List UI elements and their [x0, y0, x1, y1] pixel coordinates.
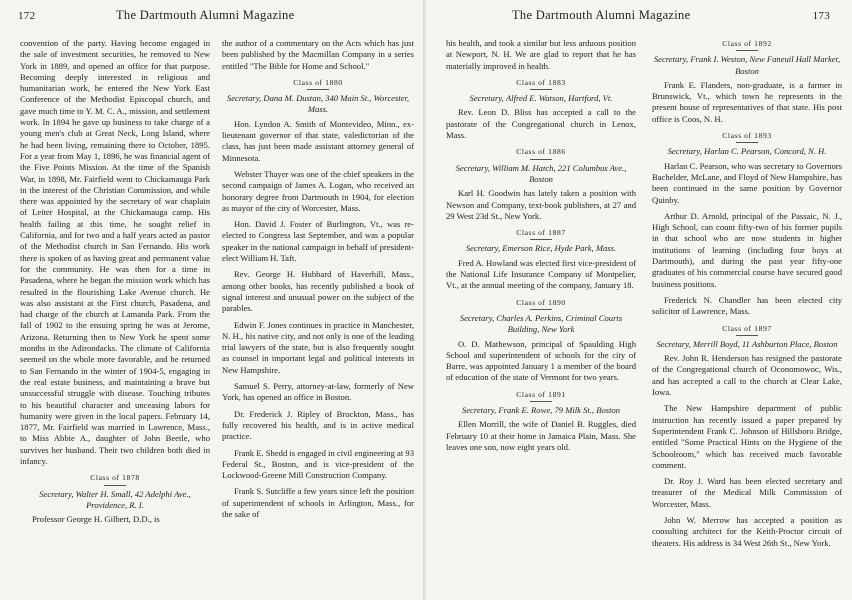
divider [530, 401, 552, 402]
paragraph: Hon. David J. Foster of Burlington, Vt., was re-elected to Congress last September, and was a popular speaker in the national campaign in behalf of president-elect William H. Taft. [222, 219, 414, 264]
paragraph: Professor George H. Gilbert, D.D., is [32, 514, 160, 525]
secretary-label: Secretary, [455, 162, 490, 173]
left-page-header [0, 8, 424, 28]
secretary-text: Alfred E. Watson, Hartford, Vt. [505, 93, 613, 104]
secretary-label: Secretary, [461, 405, 497, 416]
right-column-2 [652, 38, 842, 554]
paragraph: Dr. Frederick J. Ripley of Brockton, Mass., has fully recovered his health, and is in active medical practice. [222, 408, 414, 442]
class-heading: Class of 1891 [516, 389, 566, 399]
paragraph: the author of a commentary on the Acts which has just been published by the Macmillan Company in a series entitled "The Bible for Home and School." [222, 38, 414, 71]
divider [307, 89, 329, 90]
paragraph: O. D. Mathewson, principal of Spaulding High School and superintendent of schools for the city of Barre, was appointed January 1 a member of the board of education of the state of Vermont for two years. [446, 338, 636, 383]
left-column-1 [20, 38, 210, 530]
class-heading: Class of 1878 [90, 473, 140, 483]
divider [736, 335, 758, 336]
paragraph: John W. Merrow has accepted a position as consulting architect for the Keith-Proctor circuit of theaters. His address is 34 West 26th St., New York. [652, 514, 842, 548]
secretary-label: Secretary, [226, 93, 262, 104]
class-heading: Class of 1890 [516, 297, 566, 307]
paragraph: Arthur D. Arnold, principal of the Passaic, N. J., High School, can count fifty-two of his former pupils in that school who are now students in higher institutions of learning (including four boys at Dartmouth), and during the past year fifty-one graduates of his commercial course have secured good business positions. [652, 210, 842, 289]
divider [104, 485, 126, 486]
right-page-header [426, 8, 852, 28]
running-title: The Dartmouth Alumni Magazine [116, 8, 295, 22]
page-number: 173 [812, 10, 830, 22]
secretary-label: Secretary, [469, 93, 504, 104]
paragraph: his health, and took a similar but less arduous position at Newport, N. H. We are glad to report that he has materially improved in health. [446, 38, 636, 71]
secretary-text: Frank I. Weston, New Faneuil Hall Market, Boston [690, 54, 841, 76]
paragraph: Rev. John R. Henderson has resigned the pastorate of the Congregational church of Oconomowoc, Wis., and has accepted a call to the church at Clear Lake, Iowa. [652, 353, 842, 398]
divider [530, 159, 552, 160]
secretary-label: Secretary, [39, 488, 74, 499]
secretary-text: Emerson Rice, Hyde Park, Mass. [502, 243, 617, 254]
paragraph: Frederick N. Chandler has been elected city solicitor of Lawrence, Mass. [652, 294, 842, 317]
paragraph: Hon. Lyndon A. Smith of Montevideo, Minn., ex-lieutenant governor of that state, valedictorian of the class, has just been made assistant attorney general of Minnesota. [222, 118, 414, 163]
secretary-text: Charles A. Perkins, Criminal Courts Building, New York [496, 312, 623, 335]
secretary-line [446, 405, 636, 416]
secretary-text: Harlan C. Pearson, Concord, N. H. [704, 146, 827, 157]
class-heading: Class of 1897 [722, 323, 772, 333]
secretary-text: William M. Hatch, 221 Columbus Ave., Boston [492, 162, 627, 184]
divider [530, 309, 552, 310]
class-heading: Class of 1887 [516, 228, 566, 238]
paragraph: Frank E. Flanders, non-graduate, is a farmer in Brunswick, Vt., which town he represents in the present house of representatives of that state. His post office is Coos, N. H. [652, 79, 842, 124]
secretary-label: Secretary, [653, 54, 689, 65]
class-heading: Class of 1892 [722, 39, 772, 48]
paragraph: Fred A. Howland was elected first vice-president of the National Life Insurance Company of Montpelier, Vt., at the annual meeting of the company, January 18. [446, 257, 636, 291]
class-heading: Class of 1886 [516, 147, 566, 157]
class-heading: Class of 1880 [293, 77, 343, 87]
paragraph: Rev. George H. Hubbard of Haverhill, Mass., among other books, has recently published a book of signal interest and unusual power on the subject of the parables. [222, 269, 414, 314]
secretary-line [652, 54, 842, 77]
secretary-line [652, 339, 842, 350]
divider [736, 50, 758, 51]
secretary-label: Secretary, [656, 338, 691, 349]
paragraph: Ellen Morrill, the wife of Daniel B. Ruggles, died February 10 at their home in Jamaica Plain, Mass. She leaves one son, now eight years old. [446, 419, 636, 452]
secretary-line [446, 313, 636, 336]
left-page [0, 0, 424, 600]
secretary-label: Secretary, [465, 243, 501, 254]
secretary-label: Secretary, [459, 312, 495, 323]
paragraph: Rev. Leon D. Bliss has accepted a call to the pastorate of the Congregational church in Lenox, Mass. [446, 107, 636, 141]
right-column-1 [446, 38, 636, 458]
secretary-line [446, 243, 636, 254]
paragraph: Karl H. Goodwin has lately taken a position with Newson and Company, text-book publishers, at 27 and 29 West 23d St., New York. [446, 188, 636, 221]
class-heading: Class of 1883 [516, 77, 566, 87]
secretary-line [446, 163, 636, 186]
paragraph: Dr. Roy J. Ward has been elected secretary and treasurer of the Medical Milk Commission of Worcester, Mass. [652, 476, 842, 509]
page-number: 172 [18, 10, 36, 22]
secretary-text: Walter H. Small, 42 Adelphi Ave., Providence, R. I. [75, 488, 191, 510]
right-page [426, 0, 852, 600]
secretary-text: Dana M. Dustan, 340 Main St., Worcester, Mass. [263, 93, 410, 115]
divider [530, 89, 552, 90]
left-column-2 [222, 38, 414, 525]
secretary-line [20, 489, 210, 512]
secretary-line [652, 146, 842, 157]
secretary-line [446, 93, 636, 104]
divider [736, 142, 758, 143]
secretary-text: Merrill Boyd, 11 Ashburton Place, Boston [692, 338, 838, 349]
secretary-label: Secretary, [667, 146, 702, 157]
paragraph: Samuel S. Perry, attorney-at-law, formerly of New York, has opened an office in Boston. [222, 381, 414, 403]
paragraph: Harlan C. Pearson, who was secretary to Governors Bachelder, McLane, and Floyd of New Hampshire, has been continued in the same position by Governor Quinby. [652, 160, 842, 205]
paragraph: Frank S. Sutcliffe a few years since left the position of superintendent of schools in Arlington, Mass., for the sake of [222, 486, 414, 519]
divider [530, 239, 552, 240]
running-title: The Dartmouth Alumni Magazine [512, 8, 691, 22]
secretary-text: Frank E. Rowe, 79 Milk St., Boston [498, 405, 621, 416]
paragraph: The New Hampshire department of public instruction has recently issued a paper prepared by Superintendent Frank C. Johnson of Hillsboro Bridge, entitled "Some Practical Hints on the Hygiene of the Schoolroom," which has received much favorable comment. [652, 403, 842, 470]
class-heading: Class of 1893 [722, 131, 772, 141]
paragraph: convention of the party. Having become engaged in the sale of investment securities, he removed to New York in 1889, and opened an office for that purpose. Becoming deeply interested in religious and humanitarian work, he entered the New York East Conference of the Methodist Episcopal church, and gave much time to Y. M. C. A., mission, and settlement work. In 1894 he gave up business to take charge of a young men's club at Great Neck, Long Island, where he had been living, remaining there to October, 1895. For a year from May 1, 1896, he was financial agent of the Five Points Mission. At the time of the Spanish War, in 1898, Mr. Fairfield went to Chickamauga Park in the interest of the Christian Commission, and while there was appointed by the secretary of war chaplain of Leiter Hospital, at the Chickamauga camp. His health failing at this time, he sought relief in California, and for two and a half years acted as pastor of the Methodist church in San Fernando. His work there is spoken of as having great and permanent value for the community. He was then for a time in Pasadena, where he began the mission work which has resulted in the flourishing Lake Avenue church. He was also assistant at the First church, Pasadena, and had charge of the church at Lamanda Park. From the fall of 1902 to the ensuing spring he was at Jerome, Arizona. Returning then to New York he spent some months in the Adirondacks. The climate of California seemed on the whole more favorable, and he returned to San Fernando in the winter of 1904-5, engaging in the real estate business, and maintaining a brave but unsuccessful struggle with disease. Touching tributes to his beautiful character and unceasing labors for humanity were given in the local papers. February 14, 1877, Mr. Fairfield was married in Lawrence, Mass., to Miss Abbie A., daughter of John Beetle, who survives her husband. Their two children both died in infancy. [20, 38, 211, 466]
paragraph: Edwin F. Jones continues in practice in Manchester, N. H., his native city, and not only is one of the leading trial lawyers of the state, but is also frequently sought as counsel in important legal and political interests in New Hampshire. [222, 319, 414, 375]
paragraph: Frank E. Shedd is engaged in civil engineering at 93 Federal St., Boston, and is vice-president of the Lockwood-Greene Mill Construction Company. [222, 447, 414, 481]
secretary-line [222, 93, 414, 116]
paragraph: Webster Thayer was one of the chief speakers in the second campaign of James A. Logan, who received an honorary degree from Dartmouth in 1904, for election as mayor of the city of Worcester, Mass. [222, 168, 414, 213]
